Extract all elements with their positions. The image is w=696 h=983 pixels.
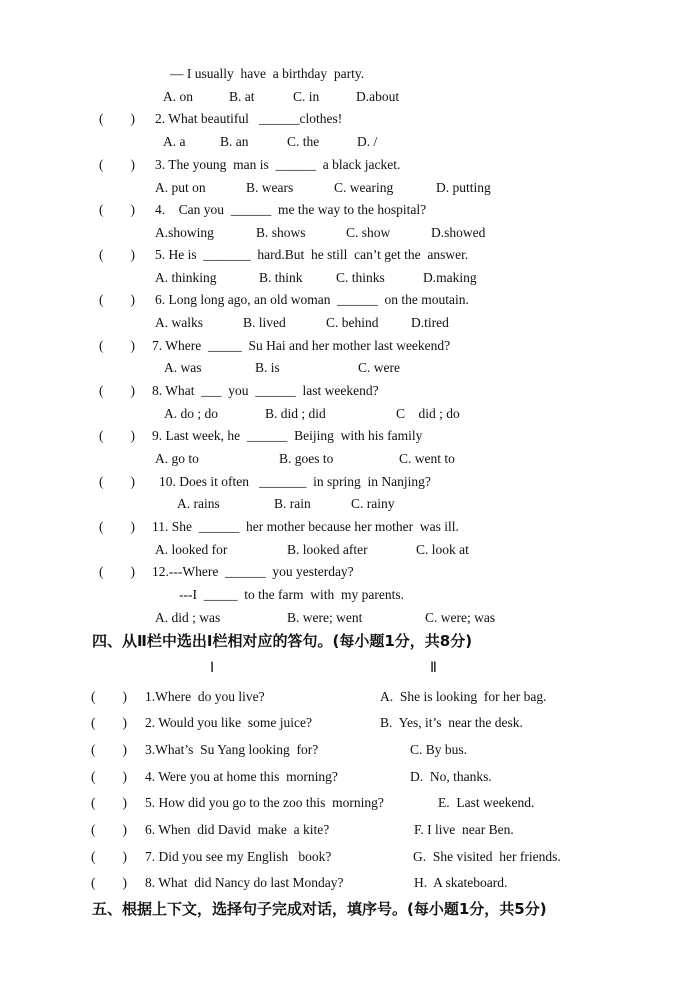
q11-answer-blank: ( ) xyxy=(99,519,135,534)
q3-option-a: A. put on xyxy=(155,180,206,195)
match-6-answer-blank: ( ) xyxy=(91,822,127,837)
q2-option-a: A. a xyxy=(163,134,186,149)
q10-answer-blank: ( ) xyxy=(99,474,135,489)
q2-option-c: C. the xyxy=(287,134,320,149)
q2-option-d: D. / xyxy=(357,134,378,149)
q10-option-b: B. rain xyxy=(274,496,311,511)
match-c-answer: C. By bus. xyxy=(410,742,468,757)
q4-option-c: C. show xyxy=(346,225,391,240)
q8-option-b: B. did ; did xyxy=(265,406,326,421)
q4-option-a: A.showing xyxy=(155,225,214,240)
q3-stem: 3. The young man is ______ a black jacket. xyxy=(155,157,401,172)
column-1-label: Ⅰ xyxy=(210,660,215,676)
q2-answer-blank: ( ) xyxy=(99,111,135,126)
q10-option-a: A. rains xyxy=(177,496,220,511)
match-7-question: 7. Did you see my English book? xyxy=(145,849,332,864)
q12-option-c: C. were; was xyxy=(425,610,496,625)
match-e-answer: E. Last weekend. xyxy=(438,795,535,810)
q8-answer-blank: ( ) xyxy=(99,383,135,398)
q12-option-a: A. did ; was xyxy=(155,610,221,625)
match-g-answer: G. She visited her friends. xyxy=(413,849,561,864)
match-4-question: 4. Were you at home this morning? xyxy=(145,769,338,784)
match-1-question: 1.Where do you live? xyxy=(145,689,265,704)
q3-option-c: C. wearing xyxy=(334,180,394,195)
q8-option-a: A. do ; do xyxy=(164,406,218,421)
match-3-question: 3.What’s Su Yang looking for? xyxy=(145,742,319,757)
q5-option-d: D.making xyxy=(423,270,477,285)
column-2-label: Ⅱ xyxy=(430,660,437,676)
q6-option-b: B. lived xyxy=(243,315,286,330)
q1-option-b: B. at xyxy=(229,89,255,104)
q4-option-d: D.showed xyxy=(431,225,486,240)
q5-stem: 5. He is _______ hard.But he still can’t get the answer. xyxy=(155,247,469,262)
q12-stem: 12.---Where ______ you yesterday? xyxy=(152,564,354,579)
q3-answer-blank: ( ) xyxy=(99,157,135,172)
match-2-answer-blank: ( ) xyxy=(91,715,127,730)
q5-option-a: A. thinking xyxy=(155,270,217,285)
section-4-heading: 四、从Ⅱ栏中选出Ⅰ栏相对应的答句。(每小题1分，共8分) xyxy=(92,632,473,650)
q1-option-c: C. in xyxy=(293,89,320,104)
q11-option-c: C. look at xyxy=(416,542,469,557)
match-8-answer-blank: ( ) xyxy=(91,875,127,890)
q6-stem: 6. Long long ago, an old woman ______ on the moutain. xyxy=(155,292,469,307)
q11-stem: 11. She ______ her mother because her mother was ill. xyxy=(152,519,459,534)
q5-answer-blank: ( ) xyxy=(99,247,135,262)
q3-option-b: B. wears xyxy=(246,180,294,195)
q4-answer-blank: ( ) xyxy=(99,202,135,217)
q11-option-b: B. looked after xyxy=(287,542,368,557)
match-1-answer-blank: ( ) xyxy=(91,689,127,704)
section-5-heading: 五、根据上下文，选择句子完成对话，填序号。(每小题1分，共5分) xyxy=(92,900,547,918)
match-5-answer-blank: ( ) xyxy=(91,795,127,810)
q4-option-b: B. shows xyxy=(256,225,306,240)
match-h-answer: H. A skateboard. xyxy=(414,875,508,890)
match-6-question: 6. When did David make a kite? xyxy=(145,822,330,837)
q2-stem: 2. What beautiful ______clothes! xyxy=(155,111,343,126)
match-2-question: 2. Would you like some juice? xyxy=(145,715,313,730)
match-f-answer: F. I live near Ben. xyxy=(414,822,514,837)
match-d-answer: D. No, thanks. xyxy=(410,769,492,784)
q6-answer-blank: ( ) xyxy=(99,292,135,307)
q10-option-c: C. rainy xyxy=(351,496,395,511)
q6-option-c: C. behind xyxy=(326,315,379,330)
q10-stem: 10. Does it often _______ in spring in Nanjing? xyxy=(159,474,431,489)
q6-option-a: A. walks xyxy=(155,315,203,330)
q1-option-a: A. on xyxy=(163,89,193,104)
match-a-answer: A. She is looking for her bag. xyxy=(380,689,547,704)
q9-answer-blank: ( ) xyxy=(99,428,135,443)
q7-answer-blank: ( ) xyxy=(99,338,135,353)
q6-option-d: D.tired xyxy=(411,315,449,330)
match-4-answer-blank: ( ) xyxy=(91,769,127,784)
q3-option-d: D. putting xyxy=(436,180,491,195)
q11-option-a: A. looked for xyxy=(155,542,228,557)
q1-continuation: — I usually have a birthday party. xyxy=(170,66,365,81)
q1-option-d: D.about xyxy=(356,89,400,104)
q7-option-a: A. was xyxy=(164,360,202,375)
q12-answer-blank: ( ) xyxy=(99,564,135,579)
match-3-answer-blank: ( ) xyxy=(91,742,127,757)
match-b-answer: B. Yes, it’s near the desk. xyxy=(380,715,523,730)
q7-option-b: B. is xyxy=(255,360,280,375)
q9-option-b: B. goes to xyxy=(279,451,334,466)
q12-option-b: B. were; went xyxy=(287,610,363,625)
match-7-answer-blank: ( ) xyxy=(91,849,127,864)
q7-option-c: C. were xyxy=(358,360,400,375)
match-5-question: 5. How did you go to the zoo this morning? xyxy=(145,795,384,810)
q12-continuation: ---I _____ to the farm with my parents. xyxy=(179,587,404,602)
q9-option-c: C. went to xyxy=(399,451,455,466)
q7-stem: 7. Where _____ Su Hai and her mother last weekend? xyxy=(152,338,451,353)
q9-stem: 9. Last week, he ______ Beijing with his family xyxy=(152,428,423,443)
match-8-question: 8. What did Nancy do last Monday? xyxy=(145,875,344,890)
q5-option-b: B. think xyxy=(259,270,303,285)
q8-option-c: C did ; do xyxy=(396,406,460,421)
q8-stem: 8. What ___ you ______ last weekend? xyxy=(152,383,379,398)
q9-option-a: A. go to xyxy=(155,451,199,466)
q4-stem: 4. Can you ______ me the way to the hospital? xyxy=(155,202,427,217)
q5-option-c: C. thinks xyxy=(336,270,385,285)
q2-option-b: B. an xyxy=(220,134,249,149)
